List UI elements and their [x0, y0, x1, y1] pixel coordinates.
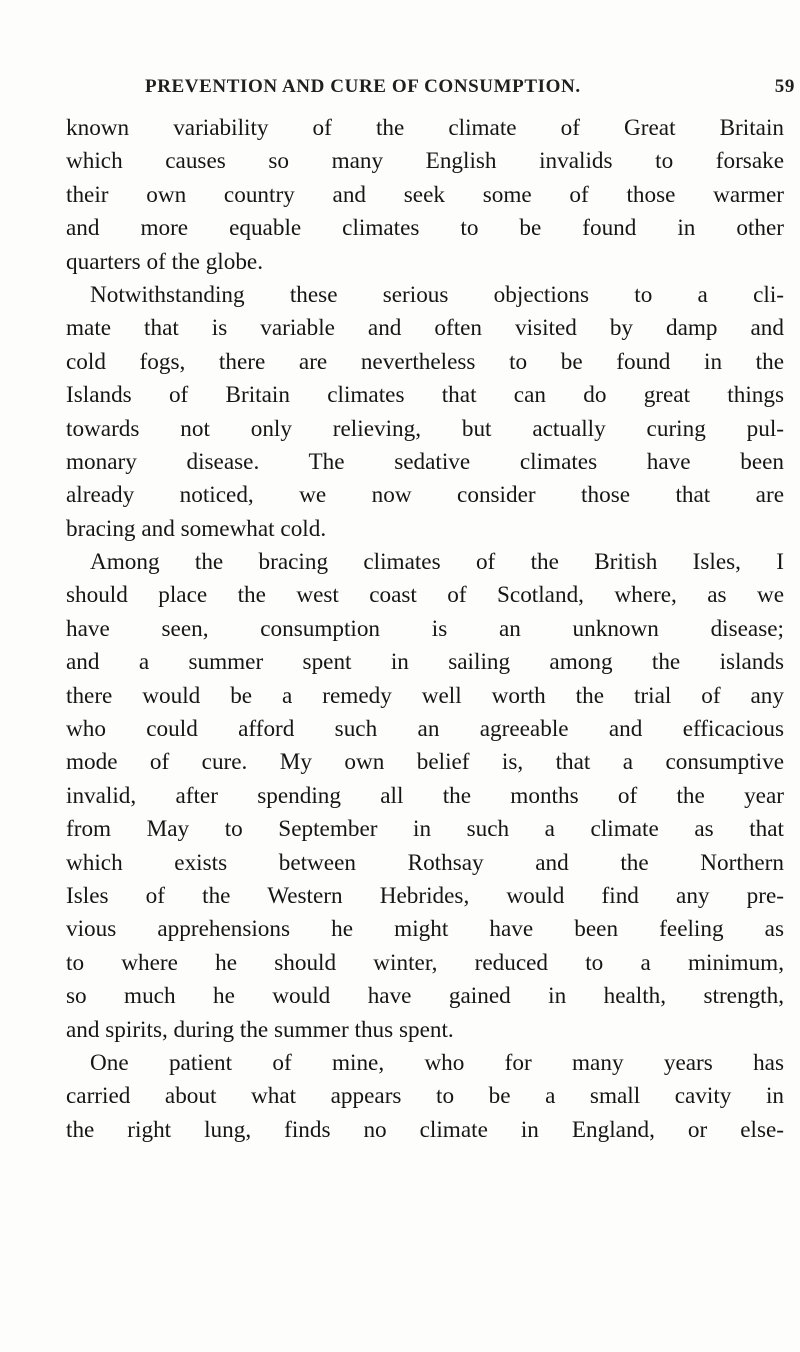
- text-line: carried about what appears to be a small cavity in: [66, 1083, 784, 1110]
- text-line: known variability of the climate of Great Britain: [66, 115, 784, 141]
- text-line: One patient of mine, who for many years has: [90, 1049, 784, 1076]
- text-line: Isles of the Western Hebrides, would find any pre-: [66, 882, 784, 909]
- text-line: Notwithstanding these serious objections to a cli-: [90, 281, 784, 308]
- running-head-title: PREVENTION AND CURE OF CONSUMPTION.: [145, 76, 581, 97]
- text-line: Islands of Britain climates that can do great things: [66, 382, 784, 409]
- text-line: have seen, consumption is an unknown disease;: [66, 615, 784, 642]
- text-line: monary disease. The sedative climates have been: [66, 448, 784, 475]
- text-line: cold fogs, there are nevertheless to be found in the: [66, 348, 784, 375]
- text-line: bracing and somewhat cold.: [66, 515, 327, 542]
- text-line: quarters of the globe.: [66, 248, 264, 275]
- text-line: already noticed, we now consider those that are: [66, 482, 784, 509]
- text-line: towards not only relieving, but actually curing pul-: [66, 415, 784, 442]
- text-line: so much he would have gained in health, strength,: [66, 983, 784, 1010]
- text-line: there would be a remedy well worth the trial of any: [66, 682, 784, 709]
- body-text: [66, 112, 784, 1147]
- text-line: should place the west coast of Scotland, where, as we: [66, 582, 784, 609]
- page-number: 59: [774, 76, 795, 97]
- text-line: and a summer spent in sailing among the islands: [66, 649, 784, 676]
- text-line: from May to September in such a climate as that: [66, 816, 784, 843]
- text-line: who could afford such an agreeable and efficacious: [66, 716, 784, 743]
- text-line: which exists between Rothsay and the Northern: [66, 849, 784, 876]
- text-line: mate that is variable and often visited by damp and: [66, 315, 784, 342]
- text-line: the right lung, finds no climate in England, or else-: [66, 1116, 784, 1143]
- text-line: invalid, after spending all the months of the year: [66, 782, 784, 809]
- text-line: and more equable climates to be found in other: [66, 215, 784, 242]
- text-line: their own country and seek some of those warmer: [66, 181, 784, 208]
- text-line: which causes so many English invalids to forsake: [66, 148, 784, 175]
- text-line: to where he should winter, reduced to a minimum,: [66, 949, 784, 976]
- text-line: mode of cure. My own belief is, that a consumptive: [66, 749, 784, 776]
- text-line: Among the bracing climates of the British Isles, I: [90, 549, 784, 576]
- text-line: vious apprehensions he might have been feeling as: [66, 916, 784, 943]
- text-line: and spirits, during the summer thus spent.: [66, 1016, 454, 1043]
